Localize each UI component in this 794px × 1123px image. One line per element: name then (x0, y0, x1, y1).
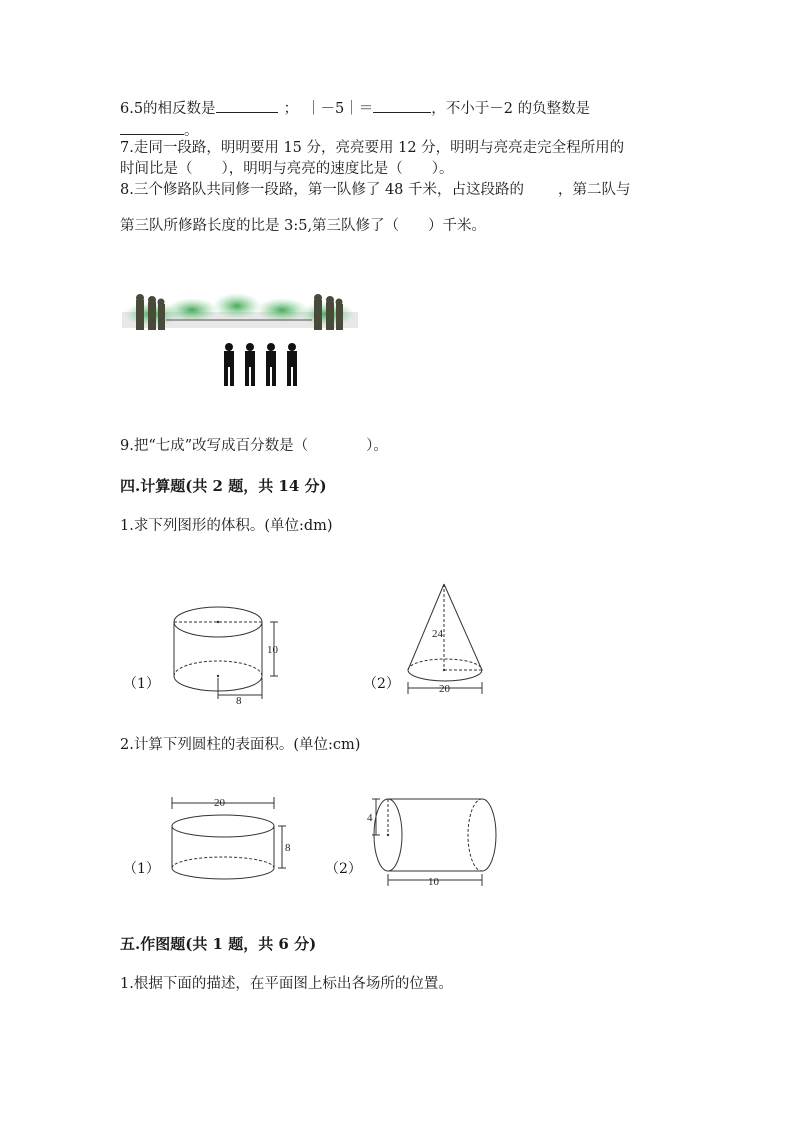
s4p2-fig1-label: （1） (123, 861, 160, 877)
section-5-problem-1: 1.根据下面的描述，在平面图上标出各场所的位置。 (120, 976, 453, 992)
s4p2-fig2-radius: 4 (367, 812, 373, 824)
road-workers-illustration (122, 292, 358, 392)
q7-line-1: 7.走同一段路，明明要用 15 分，亮亮要用 12 分，明明与亮亮走完全程所用的 (120, 140, 625, 156)
section-4-problem-2: 2.计算下列圆柱的表面积。(单位:cm) (120, 737, 361, 753)
q7-line-2: 时间比是（ ），明明与亮亮的速度比是（ ）。 (120, 161, 454, 177)
s4p2-fig1-height: 8 (285, 842, 291, 854)
cylinder-figure-2 (166, 793, 296, 888)
s4p2-fig1-diameter: 20 (214, 797, 225, 809)
q8-line-1 (120, 181, 631, 199)
q6-blank-1[interactable] (216, 98, 278, 113)
question-6-cont (120, 120, 199, 140)
q6-sep: ； (283, 101, 299, 117)
s4-fig2-height: 24 (432, 628, 443, 640)
horizontal-cylinder-figure (364, 793, 504, 891)
q8-text-1: 8.三个修路队共同修一段路，第一队修了 48 千米，占这段路的 (120, 182, 525, 198)
s4p2-fig2-label: （2） (325, 861, 362, 877)
section-4-problem-1: 1.求下列图形的体积。(单位:dm) (120, 518, 333, 534)
cylinder-figure-1 (168, 600, 288, 710)
s4-fig2-diameter: 20 (439, 683, 450, 695)
s4-fig1-radius: 8 (236, 695, 242, 707)
s4p2-fig2-length: 10 (428, 876, 439, 888)
q8-text-2: ，第二队与 (558, 182, 631, 198)
s4-fig2-label: （2） (363, 676, 400, 692)
q6-blank-2[interactable] (373, 98, 431, 113)
question-6 (120, 98, 590, 118)
q6-blank-3[interactable] (120, 120, 184, 135)
section-4-heading: 四.计算题(共 2 题，共 14 分) (120, 477, 327, 495)
section-5-heading: 五.作图题(共 1 题，共 6 分) (120, 935, 317, 953)
q9-text: 9.把“七成”改写成百分数是（ ）。 (120, 438, 388, 454)
q6-text-1: 6.5的相反数是 (120, 101, 216, 117)
q6-end: 。 (184, 123, 199, 139)
q6-text-2: ｜－5｜＝ (306, 101, 374, 117)
s4-fig1-height: 10 (267, 644, 278, 656)
q8-line-2: 第三队所修路长度的比是 3:5,第三队修了（ ）千米。 (120, 218, 487, 234)
s4-fig1-label: （1） (123, 676, 160, 692)
q6-text-3: ，不小于－2 的负整数是 (431, 101, 591, 117)
cone-figure (402, 578, 492, 698)
